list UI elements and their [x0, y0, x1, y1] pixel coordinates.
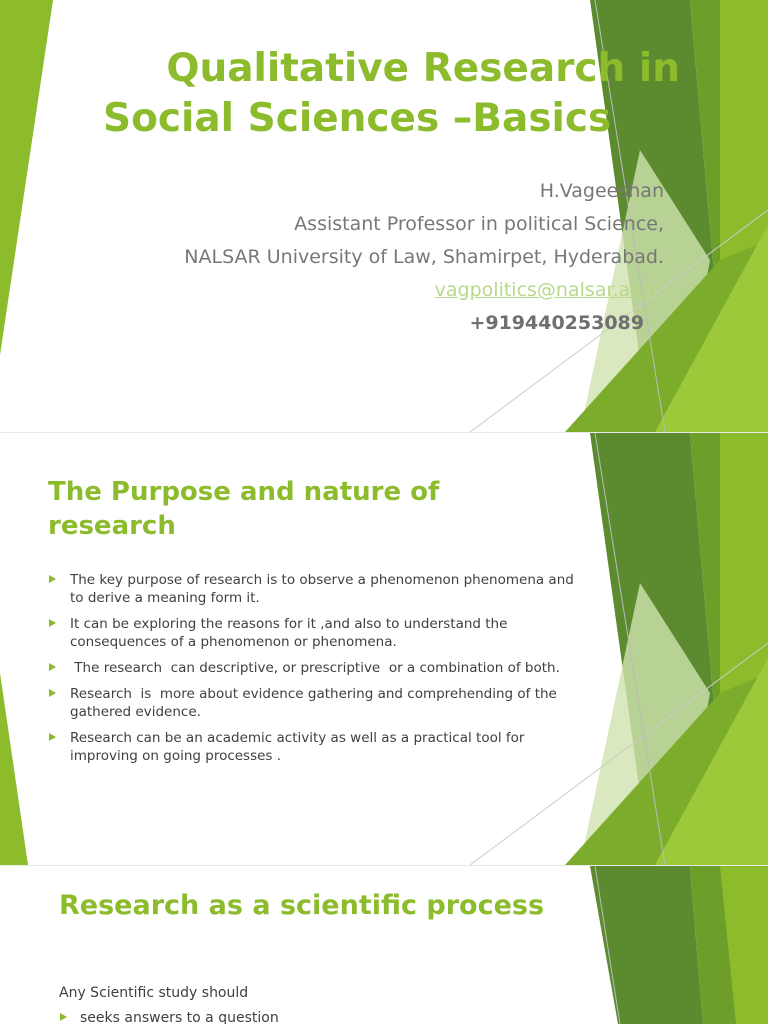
purpose-slide [0, 433, 768, 865]
bullet-arrow-icon [60, 1013, 67, 1021]
slide-heading: The Purpose and nature of research [48, 477, 440, 541]
bullet-list [59, 1009, 279, 1024]
left-green-sliver [0, 0, 53, 355]
list-item: seeks answers to a question [59, 1009, 279, 1024]
list-item: It can be exploring the reasons for it ,and also to understand the consequences of a phenomenon or phenomena. [48, 615, 588, 651]
bullet-arrow-icon [49, 619, 56, 627]
bullet-arrow-icon [49, 575, 56, 583]
list-item: Research is more about evidence gathering and comprehending of the gathered evidence. [48, 685, 588, 721]
intro-text: Any Scientific study should [59, 985, 249, 1001]
list-item: The key purpose of research is to observe a phenomenon phenomena and to derive a meaning form it. [48, 571, 588, 607]
author-name: H.Vageeshan [539, 180, 664, 202]
author-block [184, 175, 664, 340]
scientific-process-slide [0, 866, 768, 1024]
author-institution: NALSAR University of Law, Shamirpet, Hyderabad. [184, 246, 664, 268]
bullet-arrow-icon [49, 733, 56, 741]
list-item: Research can be an academic activity as well as a practical tool for improving on going processes . [48, 729, 588, 765]
title-slide [0, 0, 768, 432]
slide-heading: Research as a scientific process [59, 890, 545, 921]
presentation-title: Qualitative Research in Social Sciences –Basics [103, 46, 680, 141]
author-designation: Assistant Professor in political Science, [294, 213, 664, 235]
bullet-arrow-icon [49, 689, 56, 697]
left-green-sliver [0, 673, 28, 865]
author-email-link[interactable]: vagpolitics@nalsar.ac.in [434, 279, 664, 301]
bullet-list [48, 571, 588, 773]
bullet-arrow-icon [49, 663, 56, 671]
author-phone: +919440253089 [469, 312, 644, 334]
list-item: The research can descriptive, or prescriptive or a combination of both. [48, 659, 588, 677]
dark-green-band [590, 866, 703, 1024]
